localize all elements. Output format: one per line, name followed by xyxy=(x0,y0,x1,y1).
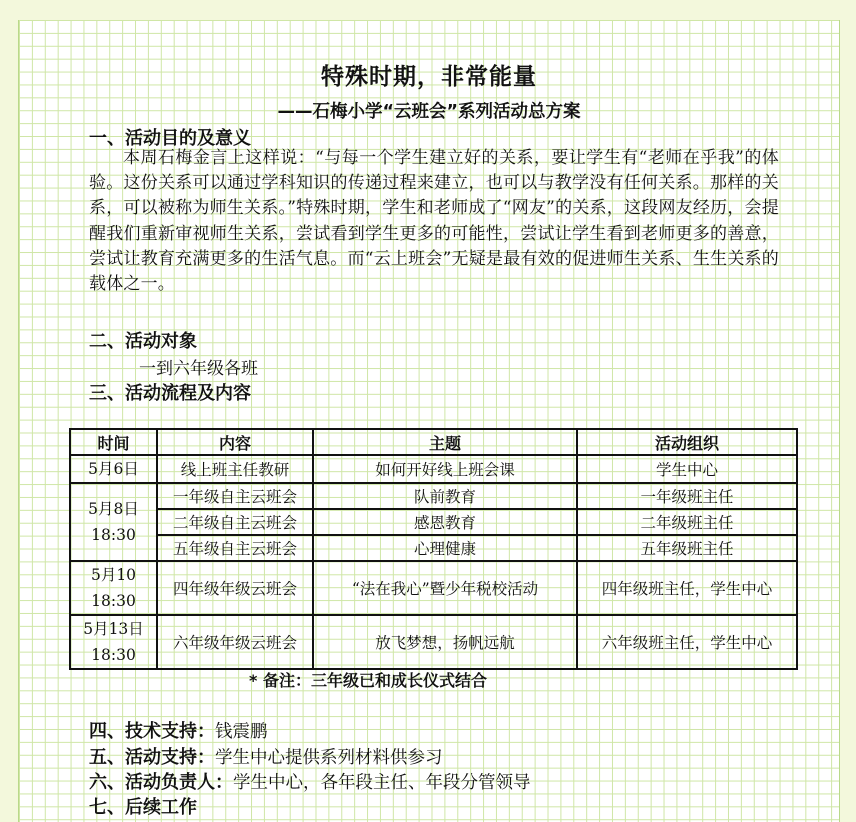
section4-label: 四、技术支持： xyxy=(89,721,215,742)
section5-value: 学生中心提供系列材料供参习 xyxy=(215,748,443,768)
header-theme: 主题 xyxy=(313,429,577,455)
section6-value: 学生中心，各年段主任、年段分管领导 xyxy=(233,773,531,793)
table-row xyxy=(70,455,797,483)
section5-label: 五、活动支持： xyxy=(89,747,215,768)
time-text: 18:30 xyxy=(91,526,136,544)
table-row xyxy=(70,509,797,535)
theme-cell: 心理健康 xyxy=(313,535,577,561)
theme-cell: 如何开好线上班会课 xyxy=(313,455,577,483)
schedule-table xyxy=(69,428,798,670)
table-row xyxy=(70,615,797,669)
section5-line xyxy=(89,743,443,769)
content-cell: 六年级年级云班会 xyxy=(157,615,313,669)
theme-cell: “法在我心”暨少年税校活动 xyxy=(313,561,577,615)
date-text: 5月8日 xyxy=(88,500,139,518)
section6-label: 六、活动负责人： xyxy=(89,772,233,793)
date-cell xyxy=(70,615,157,669)
document-title: 特殊时期，非常能量 xyxy=(321,64,537,90)
table-row xyxy=(70,483,797,509)
section1-heading: 一、活动目的及意义 xyxy=(89,128,251,149)
content-cell: 二年级自主云班会 xyxy=(157,509,313,535)
section3-heading: 三、活动流程及内容 xyxy=(89,383,251,404)
content-cell: 五年级自主云班会 xyxy=(157,535,313,561)
organization-cell: 四年级班主任，学生中心 xyxy=(577,561,797,615)
section7-heading: 七、后续工作 xyxy=(89,797,197,818)
theme-cell: 放飞梦想，扬帆远航 xyxy=(313,615,577,669)
content-cell: 四年级年级云班会 xyxy=(157,561,313,615)
content-cell: 线上班主任教研 xyxy=(157,455,313,483)
theme-cell: 感恩教育 xyxy=(313,509,577,535)
section1-paragraph: 本周石梅金言上这样说：“与每一个学生建立好的关系，要让学生有“老师在乎我”的体验。这份关系可以通过学科知识的传递过程来建立，也可以与教学没有任何关系。那样的关系，可以被称为师生关系。”特殊时期，学生和老师成了“网友”的关系，这段网友经历，会提醒我们重新审视师生关系，尝试看到学生更多的可能性，尝试让学生看到老师更多的善意，尝试让教育充满更多的生活气息。而“云上班会”无疑是最有效的促进师生关系、生生关系的载体之一。 xyxy=(89,148,779,295)
content-cell: 一年级自主云班会 xyxy=(157,483,313,509)
organization-cell: 五年级班主任 xyxy=(577,535,797,561)
date-text: 5月10 xyxy=(90,566,137,584)
table-header-row xyxy=(70,429,797,455)
organization-cell: 学生中心 xyxy=(577,455,797,483)
header-content: 内容 xyxy=(157,429,313,455)
date-text: 5月6日 xyxy=(88,460,139,478)
time-text: 18:30 xyxy=(91,646,136,664)
section2-heading: 二、活动对象 xyxy=(89,331,197,352)
header-organization: 活动组织 xyxy=(577,429,797,455)
section4-value: 钱震鹏 xyxy=(215,722,268,742)
theme-cell: 队前教育 xyxy=(313,483,577,509)
table-row xyxy=(70,561,797,615)
organization-cell: 一年级班主任 xyxy=(577,483,797,509)
date-cell xyxy=(70,483,157,561)
header-time: 时间 xyxy=(70,429,157,455)
time-text: 18:30 xyxy=(91,592,136,610)
section6-line xyxy=(89,768,531,794)
table-note: * 备注：三年级已和成长仪式结合 xyxy=(249,671,487,690)
document-subtitle: ——石梅小学“云班会”系列活动总方案 xyxy=(277,102,581,122)
organization-cell: 二年级班主任 xyxy=(577,509,797,535)
organization-cell: 六年级班主任，学生中心 xyxy=(577,615,797,669)
section4-line xyxy=(89,717,268,743)
table-row xyxy=(70,535,797,561)
date-text: 5月13日 xyxy=(83,620,144,638)
document-page xyxy=(18,20,840,822)
date-cell xyxy=(70,561,157,615)
section2-text: 一到六年级各班 xyxy=(139,359,258,379)
date-cell xyxy=(70,455,157,483)
